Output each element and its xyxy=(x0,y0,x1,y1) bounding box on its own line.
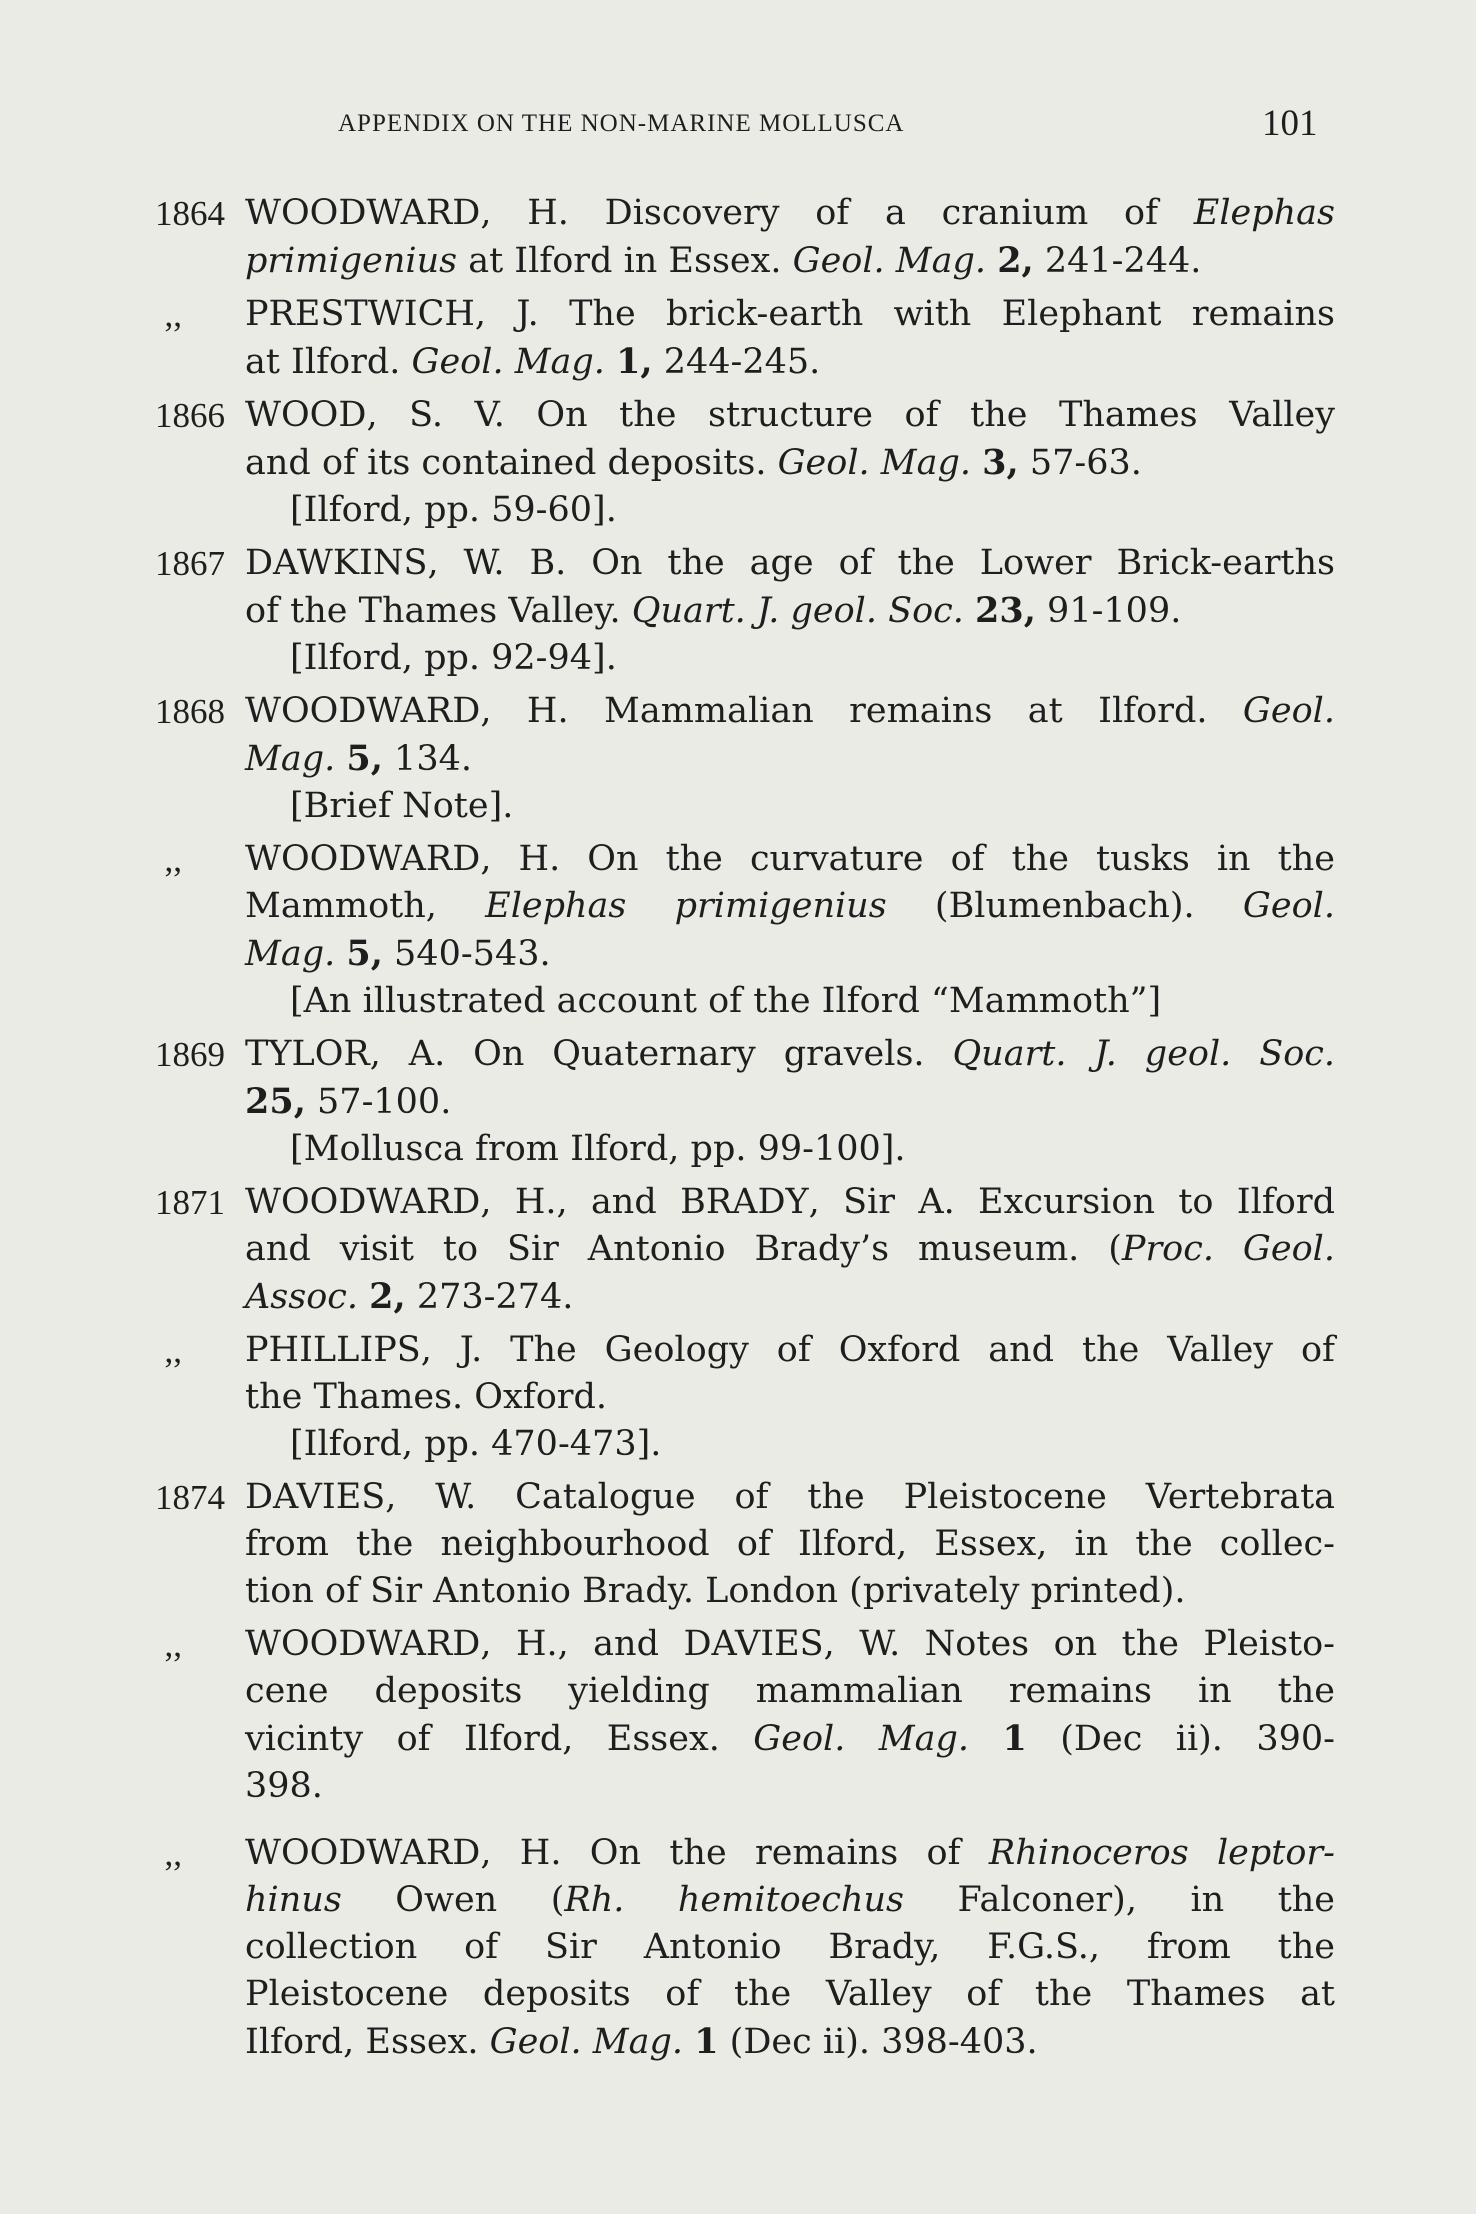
author-name: WOOD xyxy=(245,395,367,435)
journal-name: Quart. J. geol. Soc. xyxy=(631,591,964,631)
journal-name: Quart. J. geol. Soc. xyxy=(952,1034,1336,1074)
entry-line: from the neighbourhood of Ilford, Essex, in the collec- xyxy=(245,1524,1335,1564)
entry-text: (Blumenbach). xyxy=(886,886,1243,926)
entry-line xyxy=(245,1179,1335,1226)
entry-text: Ilford, Essex. xyxy=(245,2022,490,2062)
entry-text: Falconer), in the xyxy=(904,1880,1336,1920)
entry-line xyxy=(245,540,1335,587)
entry-text: of the Thames Valley. xyxy=(245,591,632,631)
page-range: 273-274. xyxy=(405,1277,574,1317)
entry-line: collection of Sir Antonio Brady, F.G.S., from the xyxy=(245,1927,1335,1967)
bibliography-entry xyxy=(120,540,1335,682)
volume-number: 5, xyxy=(346,933,383,974)
entry-text: and of its contained deposits. xyxy=(245,443,778,483)
entry-line xyxy=(245,688,1335,735)
volume-number: 1 xyxy=(694,2021,719,2062)
entry-line xyxy=(245,836,1335,883)
page-range: 241-244. xyxy=(1033,241,1202,281)
entry-line xyxy=(245,883,1335,930)
entry-line xyxy=(245,1327,1335,1374)
entry-line xyxy=(245,439,1335,487)
author-name: WOODWARD xyxy=(245,193,481,233)
bibliography-entry xyxy=(120,1327,1335,1468)
entry-year: 1874 xyxy=(155,1478,225,1517)
bibliography-entry xyxy=(120,836,1335,1025)
entry-note: [An illustrated account of the Ilford “Mammoth”] xyxy=(290,981,1162,1021)
journal-name: Geol. Mag. xyxy=(792,241,987,281)
entry-line xyxy=(245,1031,1335,1078)
author-name: DAWKINS xyxy=(245,543,428,583)
running-title: APPENDIX ON THE NON-MARINE MOLLUSCA xyxy=(338,110,905,137)
entry-year-ditto: ,, xyxy=(164,1625,182,1664)
entry-text: , A. On Quaternary gravels. xyxy=(369,1034,953,1074)
journal-name: Geol. Mag. xyxy=(753,1719,970,1759)
entry-text: and visit to Sir Antonio Brady’s museum. ( xyxy=(245,1229,1122,1269)
entry-text: , H. On the remains of xyxy=(480,1833,989,1873)
page-header xyxy=(0,103,1476,150)
page-range: (Dec ii). 390- xyxy=(1026,1719,1335,1759)
journal-name: Assoc. xyxy=(245,1277,358,1317)
entry-year: 1871 xyxy=(155,1183,225,1222)
author-name: WOODWARD xyxy=(245,1833,481,1873)
entry-text: , H., and xyxy=(480,1182,681,1222)
volume-number: 25, xyxy=(245,1081,306,1122)
entry-year: 1867 xyxy=(155,544,225,583)
entry-line xyxy=(245,587,1335,635)
bibliography-entry xyxy=(120,1474,1335,1615)
bibliography-list xyxy=(120,190,1335,2072)
entry-line: cene deposits yielding mammalian remains in the xyxy=(245,1671,1335,1711)
entry-line xyxy=(245,930,1335,978)
bibliography-entry xyxy=(120,1031,1335,1173)
entry-line: 398. xyxy=(245,1766,323,1806)
entry-year: 1864 xyxy=(155,194,225,233)
journal-name: Geol. Mag. xyxy=(489,2022,684,2062)
entry-line: tion of Sir Antonio Brady. London (privately printed). xyxy=(245,1571,1186,1611)
journal-name: Proc. Geol. xyxy=(1121,1229,1335,1269)
entry-text: , Sir A. Excursion to Ilford xyxy=(808,1182,1335,1222)
volume-number: 2, xyxy=(997,240,1034,281)
author-name: DAVIES xyxy=(683,1624,824,1664)
volume-number: 5, xyxy=(346,738,383,779)
entry-note: [Ilford, pp. 59-60]. xyxy=(290,490,617,530)
entry-line xyxy=(245,1078,1335,1126)
entry-text: , W. Catalogue of the Pleistocene Vertebrata xyxy=(385,1477,1335,1517)
journal-name: Geol. xyxy=(1242,691,1335,731)
page-range: 57-100. xyxy=(305,1082,452,1122)
author-name: WOODWARD xyxy=(245,1624,481,1664)
entry-year-ditto: ,, xyxy=(164,1331,182,1370)
bibliography-entry xyxy=(120,291,1335,386)
entry-year-ditto: ,, xyxy=(164,295,182,334)
entry-note: [Ilford, pp. 470-473]. xyxy=(290,1424,662,1464)
entry-year: 1866 xyxy=(155,396,225,435)
entry-line xyxy=(245,1273,1335,1321)
entry-text: at Ilford. xyxy=(245,342,412,382)
entry-text: , H. Discovery of a cranium of xyxy=(480,193,1194,233)
author-name: WOODWARD xyxy=(245,1182,481,1222)
page-range: 244-245. xyxy=(652,342,821,382)
entry-text: , J. The Geology of Oxford and the Valley of xyxy=(420,1330,1335,1370)
entry-note: [Mollusca from Ilford, pp. 99-100]. xyxy=(290,1129,906,1169)
author-name: DAVIES xyxy=(245,1477,386,1517)
entry-year-ditto: ,, xyxy=(164,1834,182,1873)
page-range: 91-109. xyxy=(1035,591,1182,631)
volume-number: 1 xyxy=(1002,1718,1027,1759)
entry-year: 1868 xyxy=(155,692,225,731)
bibliography-entry xyxy=(120,392,1335,534)
entry-line xyxy=(245,1877,1335,1924)
entry-line xyxy=(245,2018,1335,2066)
entry-text: Owen ( xyxy=(341,1880,565,1920)
entry-line xyxy=(245,190,1335,237)
page-range: 540-543. xyxy=(382,934,551,974)
bibliography-entry xyxy=(120,1621,1335,1810)
italic-title: Elephas primigenius xyxy=(485,886,887,926)
entry-text: , H. On the curvature of the tusks in the xyxy=(480,839,1335,879)
entry-text: , H., and xyxy=(480,1624,684,1664)
entry-text: , W. B. On the age of the Lower Brick-earths xyxy=(427,543,1335,583)
entry-line xyxy=(245,1830,1335,1877)
entry-line xyxy=(245,237,1335,285)
entry-line xyxy=(245,1474,1335,1521)
italic-title: Rh. hemitoechus xyxy=(564,1880,905,1920)
author-name: TYLOR xyxy=(245,1034,370,1074)
volume-number: 2, xyxy=(369,1276,406,1317)
volume-number: 3, xyxy=(982,442,1019,483)
author-name: WOODWARD xyxy=(245,691,481,731)
entry-line xyxy=(245,1621,1335,1668)
journal-name: Mag. xyxy=(245,739,336,779)
entry-line xyxy=(245,1226,1335,1273)
italic-title: hinus xyxy=(245,1880,342,1920)
entry-line xyxy=(245,291,1335,338)
italic-title: Elephas xyxy=(1193,193,1335,233)
bibliography-entry xyxy=(120,190,1335,285)
entry-text: , S. V. On the structure of the Thames Valley xyxy=(366,395,1335,435)
page-range: 134. xyxy=(382,739,472,779)
italic-title: primigenius xyxy=(245,241,458,281)
italic-title: Rhinoceros leptor- xyxy=(988,1833,1335,1873)
entry-year: 1869 xyxy=(155,1035,225,1074)
entry-line xyxy=(245,1715,1335,1763)
volume-number: 1, xyxy=(616,341,653,382)
page-number: 101 xyxy=(1262,103,1318,144)
page-range: (Dec ii). 398-403. xyxy=(718,2022,1038,2062)
entry-text: , J. The brick-earth with Elephant remains xyxy=(474,294,1335,334)
entry-note: [Brief Note]. xyxy=(290,786,514,826)
entry-year-ditto: ,, xyxy=(164,840,182,879)
entry-text: , W. Notes on the Pleisto- xyxy=(823,1624,1335,1664)
entry-line: the Thames. Oxford. xyxy=(245,1377,608,1417)
author-name: PRESTWICH xyxy=(245,294,475,334)
journal-name: Geol. Mag. xyxy=(411,342,605,382)
entry-text: , H. Mammalian remains at Ilford. xyxy=(480,691,1243,731)
entry-note: [Ilford, pp. 92-94]. xyxy=(290,638,617,678)
journal-name: Mag. xyxy=(245,934,336,974)
author-name: PHILLIPS xyxy=(245,1330,421,1370)
entry-line xyxy=(245,735,1335,783)
entry-text: at Ilford in Essex. xyxy=(457,241,793,281)
bibliography-entry xyxy=(120,1830,1335,2066)
entry-text: Mammoth, xyxy=(245,886,486,926)
author-name: BRADY xyxy=(680,1182,809,1222)
bibliography-entry xyxy=(120,688,1335,830)
entry-line xyxy=(245,392,1335,439)
page-range: 57-63. xyxy=(1018,443,1142,483)
author-name: WOODWARD xyxy=(245,839,481,879)
entry-line xyxy=(245,338,1335,386)
volume-number: 23, xyxy=(975,590,1036,631)
entry-line: Pleistocene deposits of the Valley of the Thames at xyxy=(245,1974,1335,2014)
journal-name: Geol. Mag. xyxy=(777,443,972,483)
journal-name: Geol. xyxy=(1242,886,1335,926)
entry-text: vicinty of Ilford, Essex. xyxy=(245,1719,754,1759)
bibliography-entry xyxy=(120,1179,1335,1321)
